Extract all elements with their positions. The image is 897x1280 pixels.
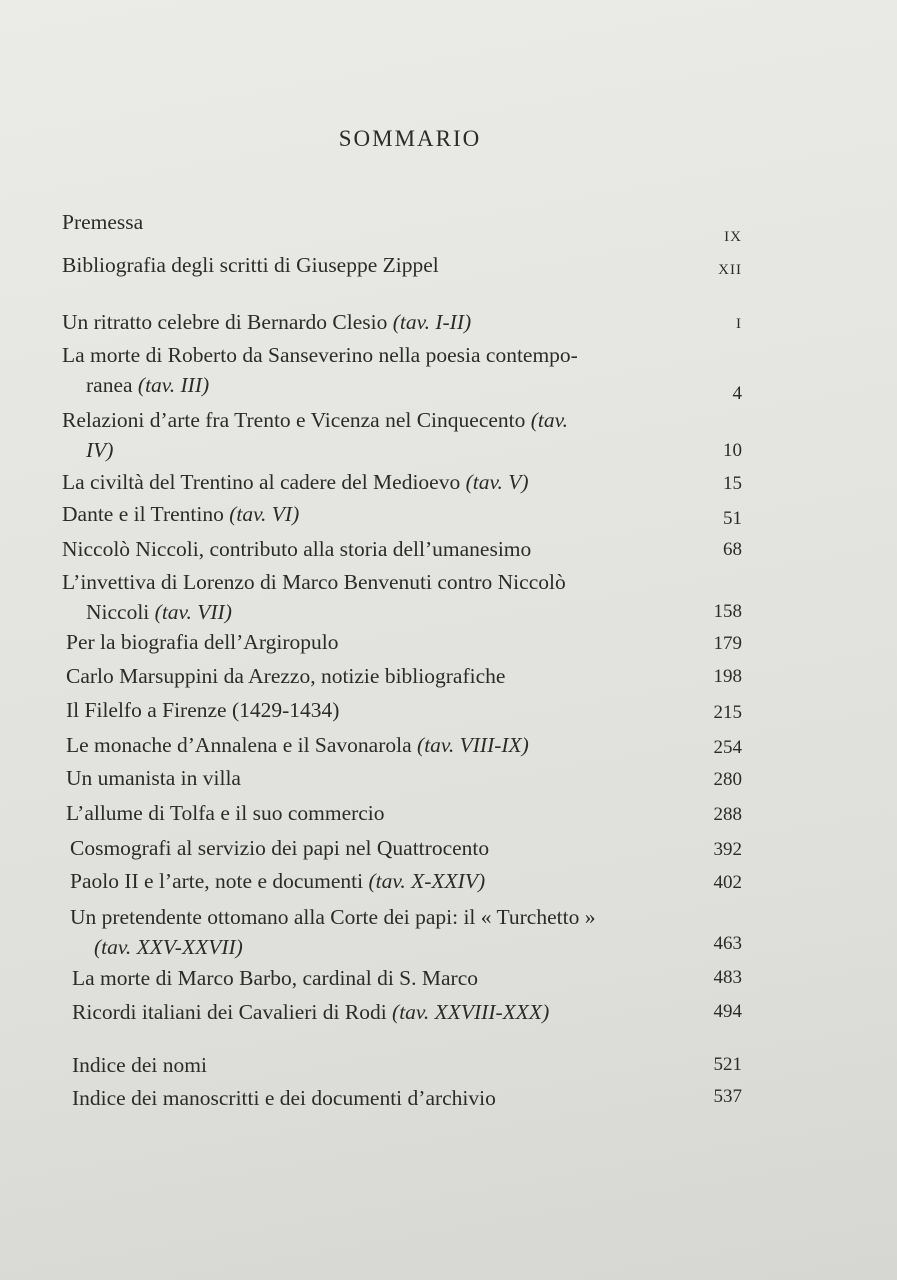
toc-entry-plate-ref: (tav. XXV-XXVII) <box>94 935 243 959</box>
toc-entry-title: Dante e il Trentino <box>62 502 230 526</box>
toc-entry-title: Il Filelfo a Firenze (1429-1434) <box>66 698 340 722</box>
toc-page-number: 68 <box>723 539 742 560</box>
toc-page-number: XII <box>718 262 742 278</box>
toc-entry-plate-ref: (tav. V) <box>465 470 529 494</box>
toc-entry-title: Paolo II e l’arte, note e documenti <box>70 869 369 893</box>
toc-entry <box>62 405 568 465</box>
toc-page-number: 288 <box>713 804 742 825</box>
toc-entry <box>72 963 478 993</box>
toc-entry-index <box>72 1050 207 1080</box>
toc-entry-title: Carlo Marsuppini da Arezzo, notizie bibliografiche <box>66 664 506 688</box>
toc-entry <box>62 307 471 337</box>
toc-entry-plate-ref: (tav. VI) <box>229 502 300 526</box>
toc-entry <box>62 467 528 497</box>
toc-page-number: 280 <box>713 769 742 790</box>
toc-page-number: 494 <box>713 1001 742 1022</box>
toc-entry <box>66 763 241 793</box>
toc-entry-title: Un ritratto celebre di Bernardo Clesio <box>62 310 393 334</box>
toc-page-number: 402 <box>713 872 742 893</box>
toc-entry-plate-ref: (tav. III) <box>137 373 210 397</box>
toc-entry-plate-ref: (tav. XXVIII-XXX) <box>392 1000 550 1024</box>
toc-entry-title-cont: ranea <box>86 373 138 397</box>
toc-entry-title: La civiltà del Trentino al cadere del Medioevo <box>62 470 466 494</box>
toc-page-number: 4 <box>732 383 742 404</box>
toc-page-number: 392 <box>713 839 742 860</box>
toc-entry-plate-ref: (tav. X-XXIV) <box>368 869 486 893</box>
toc-entry <box>70 866 485 896</box>
page-title: SOMMARIO <box>338 126 482 151</box>
toc-entry-title: Indice dei nomi <box>72 1053 207 1077</box>
toc-entry-title: Un umanista in villa <box>66 766 241 790</box>
toc-page-number: 254 <box>713 737 742 758</box>
toc-entry-plate-ref: (tav. VII) <box>154 600 232 624</box>
toc-entry-title: Ricordi italiani dei Cavalieri di Rodi <box>72 1000 393 1024</box>
toc-entry-title: Premessa <box>62 210 144 234</box>
toc-entry-plate-ref: IV) <box>86 438 114 462</box>
toc-entry-title: La morte di Roberto da Sanseverino nella poesia contempo- <box>62 343 578 367</box>
toc-page-number: 215 <box>713 702 742 723</box>
toc-entry <box>70 902 595 962</box>
toc-entry <box>62 534 531 564</box>
toc-entry-title: Bibliografia degli scritti di Giuseppe Zippel <box>62 253 439 277</box>
toc-entry-title: Niccolò Niccoli, contributo alla storia dell’umanesimo <box>62 537 532 561</box>
toc-entry <box>62 499 299 529</box>
toc-page-number: 537 <box>713 1086 742 1107</box>
toc-entry-title: Indice dei manoscritti e dei documenti d’archivio <box>72 1086 496 1110</box>
toc-entry <box>66 627 338 657</box>
toc-page-number: 10 <box>723 440 742 461</box>
toc-entry <box>62 567 566 627</box>
toc-page-number: 179 <box>713 633 742 654</box>
toc-entry <box>72 997 549 1027</box>
toc-entry <box>66 661 505 691</box>
toc-entry-title: Un pretendente ottomano alla Corte dei papi: il « Turchetto » <box>70 905 596 929</box>
toc-page-number: 198 <box>713 666 742 687</box>
toc-entry-title: Cosmografi al servizio dei papi nel Quattrocento <box>70 836 490 860</box>
toc-page-number: I <box>736 316 742 332</box>
toc-entry <box>70 833 489 863</box>
toc-entry <box>66 730 529 760</box>
toc-entry-index <box>72 1083 496 1113</box>
toc-page-number: 158 <box>713 601 742 622</box>
toc-entry-plate-ref: (tav. <box>530 408 568 432</box>
toc-entry-title: Le monache d’Annalena e il Savonarola <box>66 733 418 757</box>
toc-entry-title: L’invettiva di Lorenzo di Marco Benvenuti contro Niccolò <box>62 570 566 594</box>
toc-entry <box>62 340 578 400</box>
toc-entry-bibliografia <box>62 250 439 280</box>
toc-entry <box>66 798 385 828</box>
toc-entry <box>66 695 339 725</box>
toc-page-number: 15 <box>723 473 742 494</box>
toc-entry-plate-ref: (tav. I-II) <box>392 310 472 334</box>
toc-entry-title-cont: Niccoli <box>86 600 155 624</box>
toc-entry-title: La morte di Marco Barbo, cardinal di S. Marco <box>72 966 478 990</box>
toc-entry-title: L’allume di Tolfa e il suo commercio <box>66 801 385 825</box>
toc-entry-title: Per la biografia dell’Argiropulo <box>66 630 339 654</box>
toc-page-number: 521 <box>713 1054 742 1075</box>
toc-page-number: 483 <box>713 967 742 988</box>
toc-page-number: 463 <box>713 933 742 954</box>
toc-page-number: IX <box>724 229 742 245</box>
toc-entry-premessa <box>62 207 143 237</box>
toc-entry-plate-ref: (tav. VIII-IX) <box>417 733 529 757</box>
toc-entry-title: Relazioni d’arte fra Trento e Vicenza nel Cinquecento <box>62 408 531 432</box>
toc-page-number: 51 <box>723 508 742 529</box>
